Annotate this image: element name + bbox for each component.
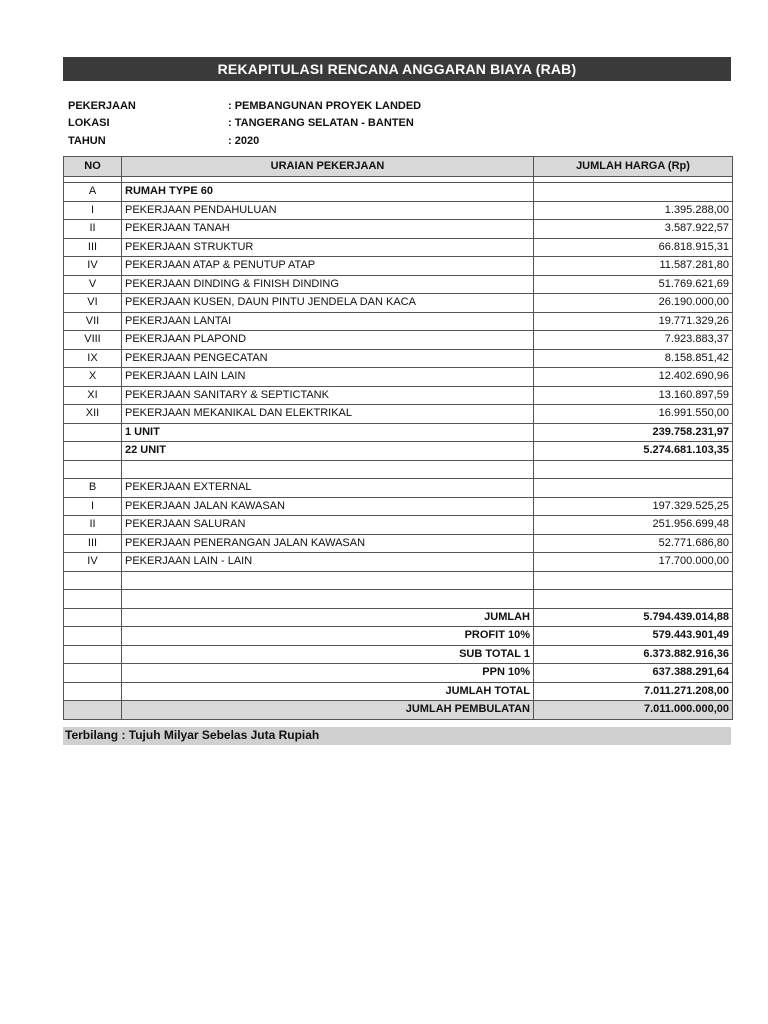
summary-amount: 579.443.901,49: [534, 627, 733, 646]
row-amount: 13.160.897,59: [534, 386, 733, 405]
row-desc: PEKERJAAN PENERANGAN JALAN KAWASAN: [122, 534, 534, 553]
unit1-amount: 239.758.231,97: [534, 423, 733, 442]
row-amount: 251.956.699,48: [534, 516, 733, 535]
row-no: I: [64, 497, 122, 516]
section-a-row: [64, 183, 733, 202]
table-row: [64, 312, 733, 331]
section-a-title: RUMAH TYPE 60: [122, 183, 534, 202]
row-amount: 12.402.690,96: [534, 368, 733, 387]
terbilang-text: Terbilang : Tujuh Milyar Sebelas Juta Rupiah: [63, 727, 731, 745]
row-no: VII: [64, 312, 122, 331]
section-b-no: B: [64, 479, 122, 498]
table-row: [64, 405, 733, 424]
rab-table: [63, 156, 733, 720]
section-b-row: [64, 479, 733, 498]
row-no: II: [64, 220, 122, 239]
summary-row-jumlah: [64, 608, 733, 627]
row-desc: PEKERJAAN STRUKTUR: [122, 238, 534, 257]
row-desc: PEKERJAAN SANITARY & SEPTICTANK: [122, 386, 534, 405]
row-no: VI: [64, 294, 122, 313]
table-row: [64, 257, 733, 276]
row-desc: PEKERJAAN LAIN LAIN: [122, 368, 534, 387]
row-no: II: [64, 516, 122, 535]
summary-amount: 7.011.271.208,00: [534, 682, 733, 701]
table-row: [64, 368, 733, 387]
info-label-tahun: TAHUN: [68, 135, 106, 147]
row-desc: PEKERJAAN TANAH: [122, 220, 534, 239]
row-amount: 66.818.915,31: [534, 238, 733, 257]
info-value-tahun: : 2020: [228, 135, 260, 147]
row-no: XI: [64, 386, 122, 405]
row-no: IV: [64, 257, 122, 276]
table-row: [64, 349, 733, 368]
table-row: [64, 553, 733, 572]
row-amount: 17.700.000,00: [534, 553, 733, 572]
summary-row-profit: [64, 627, 733, 646]
summary-amount: 6.373.882.916,36: [534, 645, 733, 664]
row-amount: 51.769.621,69: [534, 275, 733, 294]
header-no: NO: [64, 157, 122, 177]
row-desc: PEKERJAAN PENDAHULUAN: [122, 201, 534, 220]
unit1-label: 1 UNIT: [122, 423, 534, 442]
row-desc: PEKERJAAN PENGECATAN: [122, 349, 534, 368]
summary-label: JUMLAH: [122, 608, 534, 627]
table-row: [64, 331, 733, 350]
summary-amount: 5.794.439.014,88: [534, 608, 733, 627]
row-desc: PEKERJAAN DINDING & FINISH DINDING: [122, 275, 534, 294]
row-amount: 11.587.281,80: [534, 257, 733, 276]
table-row: [64, 220, 733, 239]
info-label-pekerjaan: PEKERJAAN: [68, 100, 136, 112]
summary-row-subtotal: [64, 645, 733, 664]
unit22-row: [64, 442, 733, 461]
row-no: X: [64, 368, 122, 387]
row-no: XII: [64, 405, 122, 424]
row-desc: PEKERJAAN JALAN KAWASAN: [122, 497, 534, 516]
row-no: IX: [64, 349, 122, 368]
row-amount: 8.158.851,42: [534, 349, 733, 368]
table-row: [64, 534, 733, 553]
table-row: [64, 201, 733, 220]
summary-label: PPN 10%: [122, 664, 534, 683]
table-row: [64, 275, 733, 294]
info-value-lokasi: : TANGERANG SELATAN - BANTEN: [228, 117, 414, 129]
section-b-title: PEKERJAAN EXTERNAL: [122, 479, 534, 498]
summary-label: JUMLAH TOTAL: [122, 682, 534, 701]
row-amount: 16.991.550,00: [534, 405, 733, 424]
table-row: [64, 497, 733, 516]
row-no: I: [64, 201, 122, 220]
empty-row: [64, 571, 733, 590]
info-label-lokasi: LOKASI: [68, 117, 110, 129]
row-amount: 3.587.922,57: [534, 220, 733, 239]
rounded-total-amount: 7.011.000.000,00: [534, 701, 733, 720]
rounded-total-label: JUMLAH PEMBULATAN: [122, 701, 534, 720]
unit22-label: 22 UNIT: [122, 442, 534, 461]
row-no: III: [64, 238, 122, 257]
row-desc: PEKERJAAN PLAPOND: [122, 331, 534, 350]
row-desc: PEKERJAAN MEKANIKAL DAN ELEKTRIKAL: [122, 405, 534, 424]
row-desc: PEKERJAAN KUSEN, DAUN PINTU JENDELA DAN KACA: [122, 294, 534, 313]
header-jumlah-harga: JUMLAH HARGA (Rp): [534, 157, 733, 177]
row-amount: 19.771.329,26: [534, 312, 733, 331]
summary-row-jumlah-total: [64, 682, 733, 701]
info-value-pekerjaan: : PEMBANGUNAN PROYEK LANDED: [228, 100, 422, 112]
summary-row-ppn: [64, 664, 733, 683]
table-row: [64, 238, 733, 257]
row-amount: 197.329.525,25: [534, 497, 733, 516]
table-header-row: [64, 157, 733, 177]
row-no: VIII: [64, 331, 122, 350]
section-a-no: A: [64, 183, 122, 202]
table-row: [64, 516, 733, 535]
empty-row: [64, 460, 733, 479]
row-desc: PEKERJAAN ATAP & PENUTUP ATAP: [122, 257, 534, 276]
header-uraian: URAIAN PEKERJAAN: [122, 157, 534, 177]
summary-label: PROFIT 10%: [122, 627, 534, 646]
row-no: IV: [64, 553, 122, 572]
row-amount: 1.395.288,00: [534, 201, 733, 220]
table-row: [64, 386, 733, 405]
table-row: [64, 294, 733, 313]
document-title: REKAPITULASI RENCANA ANGGARAN BIAYA (RAB): [63, 57, 731, 81]
row-desc: PEKERJAAN LAIN - LAIN: [122, 553, 534, 572]
rounded-total-row: [64, 701, 733, 720]
row-desc: PEKERJAAN LANTAI: [122, 312, 534, 331]
row-amount: 26.190.000,00: [534, 294, 733, 313]
row-amount: 7.923.883,37: [534, 331, 733, 350]
summary-label: SUB TOTAL 1: [122, 645, 534, 664]
unit22-amount: 5.274.681.103,35: [534, 442, 733, 461]
row-desc: PEKERJAAN SALURAN: [122, 516, 534, 535]
row-amount: 52.771.686,80: [534, 534, 733, 553]
empty-row: [64, 590, 733, 609]
unit1-row: [64, 423, 733, 442]
row-no: III: [64, 534, 122, 553]
project-info: [68, 100, 468, 150]
row-no: V: [64, 275, 122, 294]
summary-amount: 637.388.291,64: [534, 664, 733, 683]
